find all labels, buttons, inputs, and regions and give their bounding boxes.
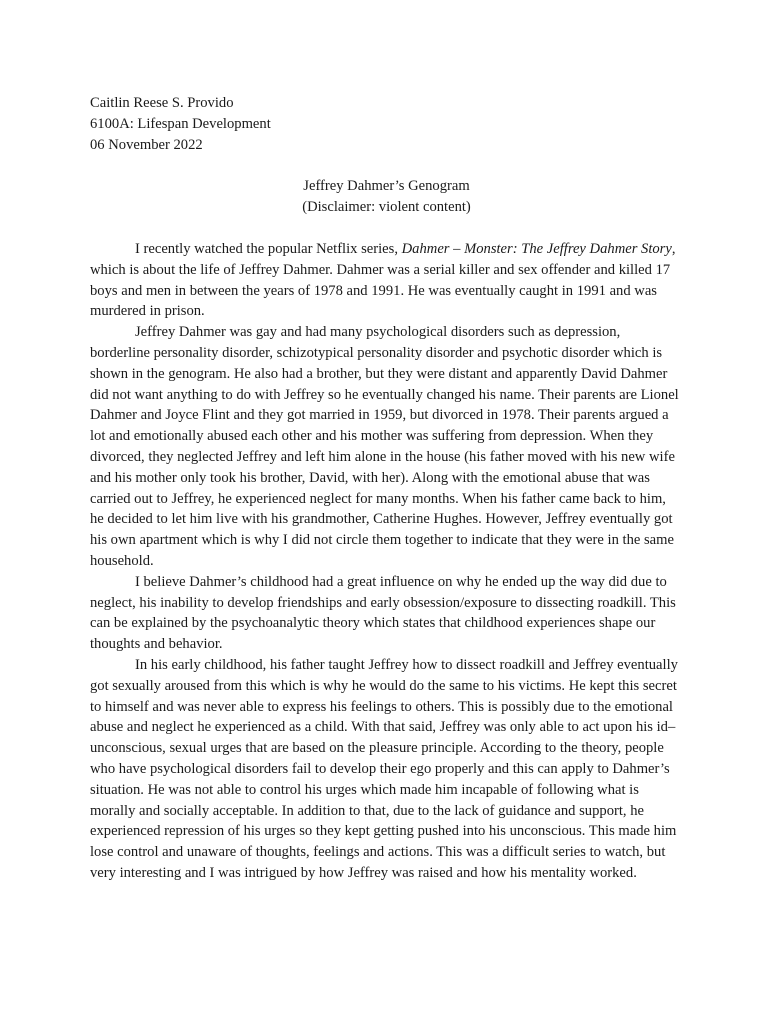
paragraph-3: I believe Dahmer’s childhood had a great influence on why he ended up the way did due to neglect, his inability to develop friendships and early obsession/exposure to dissecting roadkill. This can be explained by the psychoanalytic theory which states that childhood experiences shape our thoughts and behavior.	[90, 573, 676, 653]
document-title: Jeffrey Dahmer’s Genogram	[303, 178, 470, 195]
title-block	[90, 176, 683, 218]
series-title: Dahmer – Monster: The Jeffrey Dahmer Story	[401, 240, 672, 257]
paragraph-1-rest: , which is about the life of Jeffrey Dahmer. Dahmer was a serial killer and sex offender and killed 17 boys and men in between the years of 1978 and 1991. He was eventually caught in 1991 and was murdered in prison.	[90, 240, 676, 320]
header-block	[90, 93, 683, 155]
paragraph-2: Jeffrey Dahmer was gay and had many psychological disorders such as depression, borderline personality disorder, schizotypical personality disorder and psychotic disorder which is shown in the genogram. He also had a brother, but they were distant and apparently David Dahmer did not want anything to do with Jeffrey so he eventually changed his name. Their parents are Lionel Dahmer and Joyce Flint and they got married in 1959, but divorced in 1978. Their parents argued a lot and emotionally abused each other and his mother was suffering from depression. When they divorced, they neglected Jeffrey and left him alone in the house (his father moved with his new wife and his mother only took his brother, David, with her). Along with the emotional abuse that was carried out to Jeffrey, he experienced neglect for many months. When his father came back to him, he decided to let him live with his grandmother, Catherine Hughes. However, Jeffrey eventually got his own apartment which is why I did not circle them together to indicate that they were in the same household.	[90, 324, 679, 569]
paragraph-1	[90, 239, 683, 322]
document-body	[90, 239, 683, 884]
paragraph-4: In his early childhood, his father taught Jeffrey how to dissect roadkill and Jeffrey eventually got sexually aroused from this which is why he would do the same to his victims. He kept this secret to himself and was never able to express his feelings to others. This is possibly due to the emotional abuse and neglect he experienced as a child. With that said, Jeffrey was only able to act upon his id–unconscious, sexual urges that are based on the pleasure principle. According to the theory, people who have psychological disorders fail to develop their ego properly and this can apply to Dahmer’s situation. He was not able to control his urges which made him incapable of following what is morally and socially acceptable. In addition to that, due to the lack of guidance and support, he experienced repression of his urges so they kept getting pushed into his unconscious. This made him lose control and unaware of thoughts, feelings and actions. This was a difficult series to watch, but very interesting and I was intrigued by how Jeffrey was raised and how his mentality worked.	[90, 656, 678, 881]
paragraph-1-intro: I recently watched the popular Netflix series,	[135, 240, 402, 257]
document-disclaimer: (Disclaimer: violent content)	[302, 199, 471, 216]
author-name: Caitlin Reese S. Provido	[90, 95, 234, 111]
document-page	[90, 93, 683, 884]
course-name: 6100A: Lifespan Development	[90, 115, 271, 132]
document-date: 06 November 2022	[90, 136, 203, 153]
